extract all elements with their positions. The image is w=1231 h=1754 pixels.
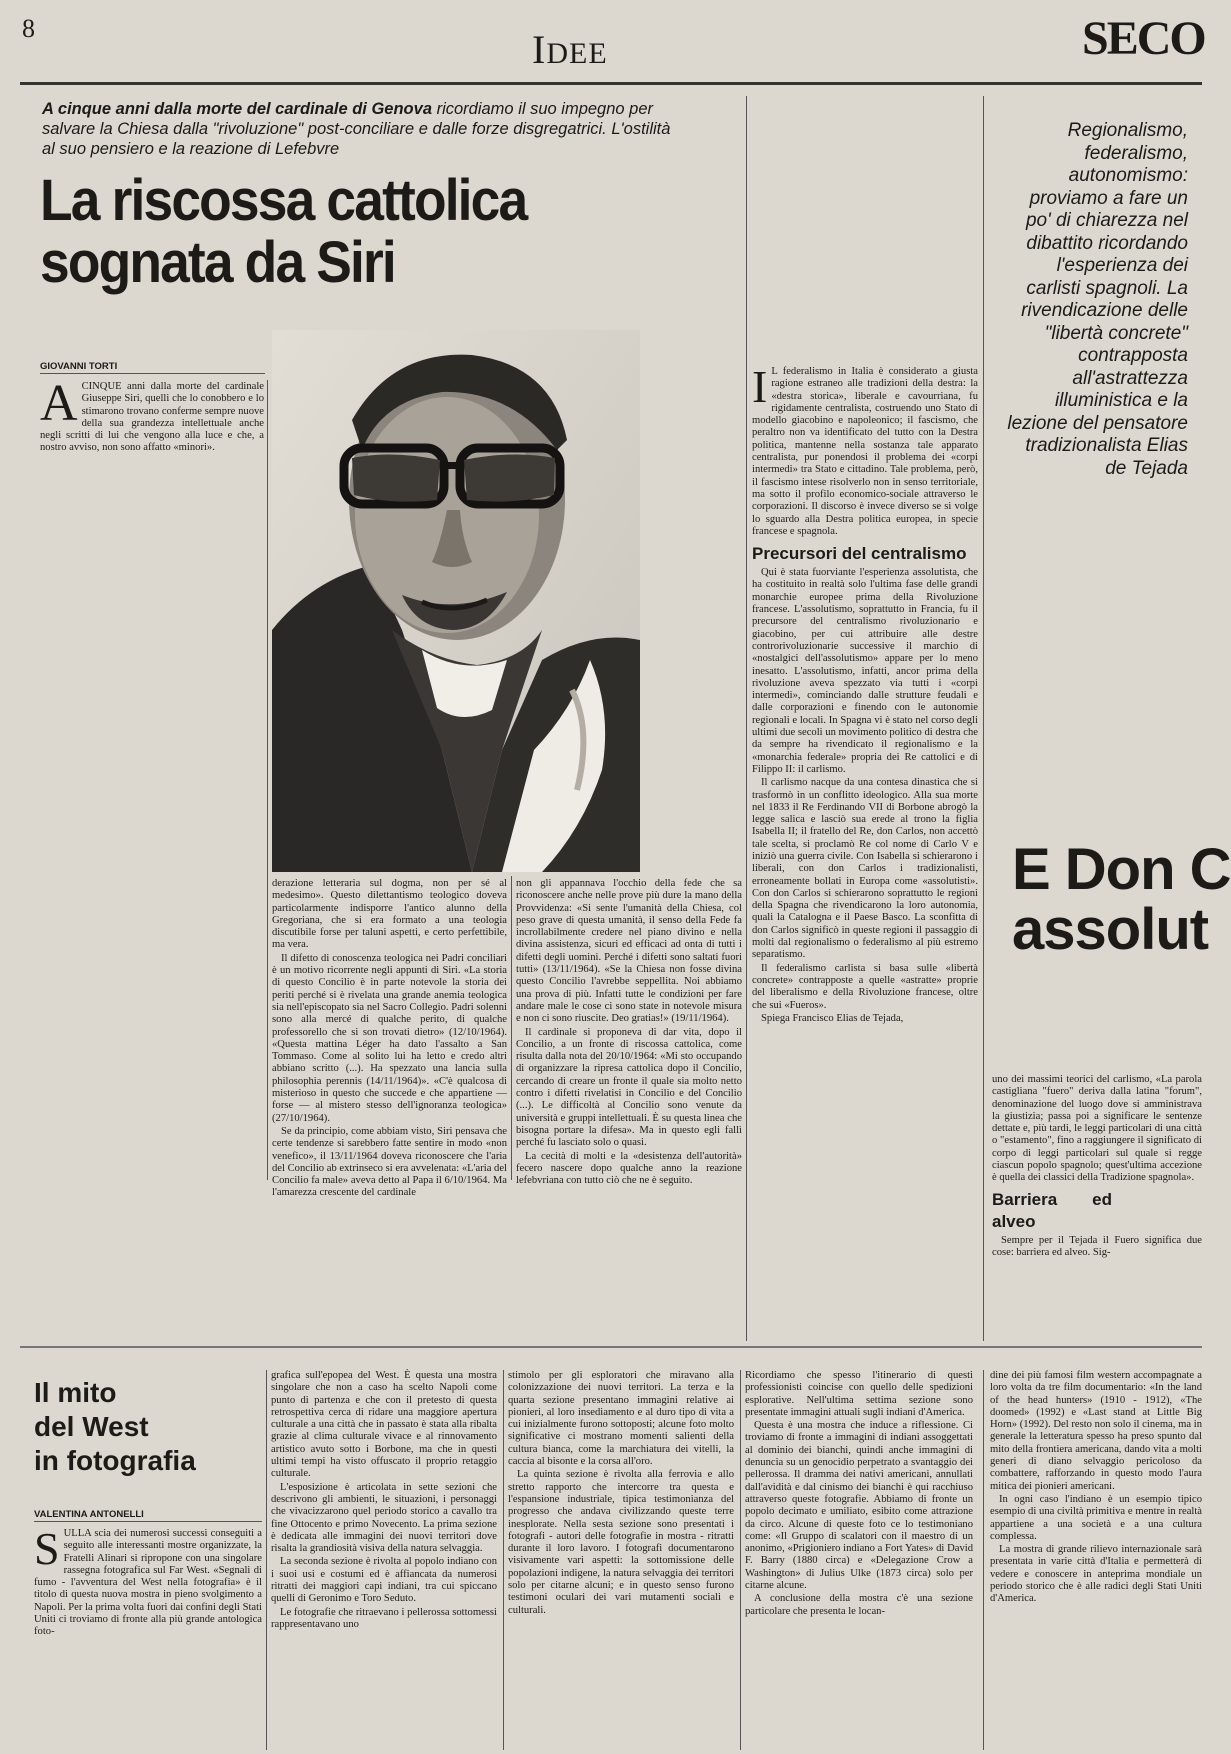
headline-3-line-1: Il mito	[34, 1377, 117, 1408]
section-divider	[20, 1346, 1202, 1348]
paragraph: dine dei più famosi film western accompagnate a loro volta da tre film documentario: «In the land of the head hunters» (1910 - 1912), «The doomed» (1992) e «Last stand at Little Big Horn» (1992). Del resto non solo il cinema, ma in generale la letteratura spesso ha preso spunto dal mito della frontiera americana, dando vita a molti generi di diano selvaggio pericoloso da combattere, rafforzando in questo modo l'aura mitica dei pionieri americani.	[990, 1370, 1202, 1492]
article2-column-1	[752, 361, 978, 1341]
article1-column-3	[516, 878, 742, 1333]
headline-3	[34, 1376, 264, 1478]
paragraph: Se da principio, come abbiam visto, Siri pensava che certe tendenze si sarebbero fatte sentire in modo «non venefico», il 13/11/1964 doveva riconoscere che l'aria del Concilio ab extrinseco si era avvelenata: «L'aria del Concilio fa male» aveva detto al Papa il 6/10/1964. Ma l'amarezza crescente del cardinale	[272, 1125, 507, 1199]
headline-2-line-2: assolut	[1012, 897, 1209, 962]
byline-rule	[34, 1521, 262, 1522]
section-title	[532, 26, 608, 73]
paragraph: Sempre per il Tejada il Fuero significa due cose: barriera ed alveo. Sig-	[992, 1234, 1202, 1258]
paragraph: Le fotografie che ritraevano i pellerossa sottomessi rappresentavano uno	[271, 1606, 497, 1630]
cardinal-portrait-drawing	[272, 330, 640, 872]
paragraph: Qui è stata fuorviante l'esperienza assolutista, che ha costituito in realtà solo l'ultima fase delle grandi monarchie europee prima della Rivoluzione francese. L'assolutismo, soprattutto in Francia, fu il precursore del centralismo rivoluzionario e giacobino, per cui attribuire alle destre controrivoluzionarie successive il marchio di «nostalgici dell'assolutismo» appare per lo meno inesatto. L'assolutismo, infatti, ancor prima della rivoluzione aveva spezzato via tutti i «corpi intermedi», cominciando dalle strutture feudali e dalle corporazioni e finendo con le autonomie regionali e locali. In Spagna vi è stato nel corso degli ultimi due secoli un movimento politico di destra che da sempre ha rivendicato il regionalismo e la «monarchia federale» propria dei Re cattolici e di Filippo II: il carlismo.	[752, 567, 978, 775]
article3-column-2	[271, 1370, 497, 1750]
paragraph: Il federalismo carlista si basa sulle «libertà concrete» contrapposte a quelle «astratte» proprie del liberalismo e della Rivoluzione francese, oltre che sui «Fueros».	[752, 962, 978, 1011]
kicker-rest: ricordiamo il suo impegno per salvare la Chiesa dalla "rivoluzione" post-conciliare e dalle forze disgregatrici. L'ostilità al suo pensiero e la reazione di Lefebvre	[42, 100, 671, 158]
article3-column-3	[508, 1370, 734, 1750]
headline	[40, 170, 629, 294]
headline-line-1: La riscossa cattolica	[40, 168, 527, 233]
dropcap: S	[34, 1523, 60, 1574]
paragraph: ULLA scia dei numerosi successi conseguiti a seguito alle interessanti mostre organizzate, la Fratelli Alinari si ripropone con una singolare rassegna fotografica sul Far West. «Segnali di fumo - l'avventura del West nella fotografia» è il titolo di questa nuova mostra in pieno svolgimento a Napoli. Per la prima volta fuori dai confini degli Stati Uniti ci troviamo di fronte alla più grande antologica foto-	[34, 1528, 262, 1638]
paragraph: L federalismo in Italia è considerato a giusta ragione estraneo alle tradizioni della destra: la «destra storica», liberale e cavourriana, fu rigidamente centralista, costruendo uno Stato di modello giacobino e napoleonico; il fascismo, che peraltro non va identificato del tutto con la Destra politica, mantenne nella sostanza tale apparato centralista, pur ponendosi il problema dei «corpi intermedi» tra Stato e cittadino. Tale problema, però, il fascismo intese risolverlo non in senso territoriale, ma sotto il profilo economico-sociale attraverso le corporazioni. Il discorso è invece diverso se si volge lo sguardo alla Destra politica europea, in specie francese e spagnola.	[752, 366, 978, 537]
byline-3: VALENTINA ANTONELLI	[34, 1509, 144, 1520]
paragraph: non gli appannava l'occhio della fede che sa riconoscere anche nelle prove più dure la mano della Provvidenza: «Si sente l'umanità della Chiesa, col peso grave di questa umanità, il senso della Fede fa incrollabilmente credere nel piano divino e nella divina assistenza, sicuri ed efficaci ad onta di tutti i difetti degli uomini. Perché i difetti sono saltati fuori tutti» (13/11/1964). «Se la Chiesa non fosse divina questo Concilio l'avrebbe seppellita. Noi abbiamo una prova di più. Infatti tutte le condizioni per fare andare male le cose ci sono state in notevole misura e non ci sono riuscite. Deo gratias!» (19/11/1964).	[516, 878, 742, 1025]
column-rule	[503, 1370, 504, 1750]
dropcap: I	[752, 361, 768, 412]
byline: GIOVANNI TORTI	[40, 361, 118, 372]
paragraph: stimolo per gli esploratori che miravano alla colonizzazione dei nuovi territori. La terza e la quarta sezione presentano immagini relative ai pionieri, al loro insediamento e al duro tipo di vita a cui inizialmente furono sottoposti; alcune foto molto significative ci mostrano momenti salienti della cultura bianca, come la marchiatura dei vitelli, la caccia al bisonte e la corsa all'oro.	[508, 1370, 734, 1468]
article2-column-2	[992, 1074, 1202, 1342]
article1-column-2	[272, 878, 507, 1333]
column-rule	[983, 96, 984, 1341]
paragraph: Il difetto di conoscenza teologica nei Padri conciliari è un motivo ricorrente negli appunti di Siri. «La storia di questo Concilio è in parte notevole la storia dei periti perché si è rivelata una grande anemia teologica sia nell'episcopato sia nel Sacro Collegio. Padri solenni sono alla mercé di qualche perito, di qualche professorello che si son trovati dietro» (12/10/1964). «Questa mattina Léger ha dato l'assalto a San Tommaso. Come al solito lui ha letto e credo altri abbiano scritto (...). Ha spezzato una lancia sulla philosophia perennis (14/11/1964)». «C'è qualcosa di misterioso in questo che succede e che appartiene — forse — al mistero stesso dell'ignoranza teologica» (27/10/1964).	[272, 952, 507, 1124]
paragraph: L'esposizione è articolata in sette sezioni che descrivono gli ambienti, le situazioni, i personaggi che vivacizzarono quel periodo storico a cavallo tra fine Ottocento e primo Novecento. La prima sezione è dedicata alle immagini dei nuovi territori dove risalta la grandiosità visiva della natura selvaggia.	[271, 1481, 497, 1555]
section-rest: DEE	[546, 37, 608, 70]
kicker	[42, 99, 682, 159]
paragraph: CINQUE anni dalla morte del cardinale Giuseppe Siri, quelli che lo conobbero e lo stimarono trovano conferme sempre nuove della sua grandezza intellettuale anche negli scritti di lui che vengono alla luce e che, a nostro avviso, non sono affatto «minori».	[40, 381, 264, 454]
headline-3-line-2: del West	[34, 1411, 149, 1442]
article3-column-5	[990, 1370, 1202, 1750]
paragraph: Il cardinale si proponeva di dar vita, dopo il Concilio, a un fronte di riscossa cattolica, come risulta dalla nota del 20/10/1964: «Mi sto occupando di organizzare la ripresa cattolica dopo il Concilio, cercando di creare un fronte il quale sia molto netto contro i difetti rivelatisi in Concilio e del Concilio (...). Le difficoltà al Concilio sono venute da università e gruppi intellettuali. È su questa linea che bisogna portare la difesa». Ma in questo egli fallì perché fu lasciato solo o quasi.	[516, 1026, 742, 1149]
masthead-rule	[20, 82, 1202, 85]
brand-logo: SECO	[1082, 12, 1205, 65]
column-rule	[983, 1370, 984, 1750]
dropcap: A	[40, 375, 78, 432]
section-initial: I	[532, 27, 547, 72]
subhead-precursori: Precursori del centralismo	[752, 544, 967, 564]
kicker-bold: A cinque anni dalla morte del cardinale di Genova	[42, 100, 432, 118]
paragraph: Ricordiamo che spesso l'itinerario di questi professionisti coincise con quello delle spedizioni esplorative. Nell'ultima settima sezione sono presentate immagini attuali sugli indiani d'America.	[745, 1370, 973, 1418]
paragraph: In ogni caso l'indiano è un esempio tipico esempio di una civiltà primitiva e mentre in realtà appartiene a una società e a una cultura complessa.	[990, 1493, 1202, 1542]
paragraph: uno dei massimi teorici del carlismo, «La parola castigliana "fuero" deriva dalla latina "forum", denominazione del luogo dove si amministrava la giustizia; passa poi a significare le sentenze dettate e, più tardi, le leggi particolari di una città o "estamento", fino a raggiungere il significato di corpo di leggi particolari sul quale si regge ciascun popolo spagnolo; quest'ultima accezione è quella dei classici della Tradizione spagnola».	[992, 1074, 1202, 1184]
page-number: 8	[22, 14, 35, 43]
paragraph: La cecità di molti e la «desistenza dell'autorità» fecero nascere dopo qualche anno la reazione lefebvriana con tutto ciò che ne è seguito.	[516, 1150, 742, 1187]
sidebar-quote: Regionalismo, federalismo, autonomismo: proviamo a fare un po' di chiarezza nel dibattito ricordando l'esperienza dei carlisti spagnoli. La rivendicazione delle "libertà concrete" contrapposta all'astrattezza illuministica e la lezione del pensatore tradizionalista Elias de Tejada	[1007, 120, 1188, 479]
subhead-barriera: Barriera ed alveo	[992, 1189, 1112, 1231]
article-divider	[746, 96, 747, 1341]
paragraph: La mostra di grande rilievo internazionale sarà presentata in varie città d'Italia e permetterà di vedere e conoscere in anteprima mondiale un periodo storico che è alle radici degli Stati Uniti d'America.	[990, 1544, 1202, 1605]
paragraph: Il carlismo nacque da una contesa dinastica che si trasformò in un conflitto ideologico. Alla sua morte nel 1833 il Re Ferdinando VII di Borbone abrogò la legge salica e lasciò sua erede al trono la figlia Isabella II; il fratello del Re, don Carlos, non accettò tale scelta, si proclamò Re col nome di Carlo V e iniziò una guerra civile. Con Isabella si schierarono i liberali, con don Carlos i tradizionalisti, erroneamente bollati in Europa come «assolutisti». Con don Carlos si schierarono soprattutto le regioni della Spagna che rivendicarono la loro autonomia, quali la Catalogna e il Paese Basco. La sconfitta di don Carlos significò in queste regioni il passaggio di molti dal regionalismo o federalismo al più estremo separatismo.	[752, 777, 978, 961]
headline-2	[1012, 837, 1231, 1000]
paragraph: La quinta sezione è rivolta alla ferrovia e allo stretto rapporto che intercorre tra questa e l'espansione industriale, tipica testimonianza del progresso che andava civilizzando queste terre inesplorate. Nella sesta sezione sono presentati i fotografi - autori delle fotografie in mostra - ritratti durante il loro lavoro. I fotografi documentarono visivamente vari aspetti: la sottomissione delle popolazioni indigene, la natura selvaggia dei territori solo per citarne alcuni; e in questo senso furono testimoni oculari dei vari mutamenti sociali e culturali.	[508, 1469, 734, 1616]
paragraph: Spiega Francisco Elias de Tejada,	[761, 1012, 904, 1024]
article1-column-1	[40, 375, 264, 1334]
paragraph: grafica sull'epopea del West. È questa una mostra singolare che non a caso ha scelto Napoli come punto di partenza e che con il pretesto di questa retrospettiva cerca di ridare una maggiore apertura culturale a una città che in passato è stata alla ribalta grazie al clima culturale vivace e al rinnovamento artistico avuto sotto i Borbone, ma che in questi ultimi tempi ha visto offuscato il proprio retaggio culturale.	[271, 1370, 497, 1480]
column-rule	[267, 380, 268, 1180]
cardinal-portrait-photo	[272, 330, 640, 872]
paragraph: Questa è una mostra che induce a riflessione. Ci troviamo di fronte a immagini di indiani assoggettati al dominio dei bianchi, quindi anche immagini di denuncia su un genocidio perpetrato a svantaggio dei pellerossa. Il dramma dei nativi americani, annullati dall'avidità e dal cinismo dei bianchi è qui racchiuso attraverso queste fotografie. Abbiamo di fronte un popolo decimato e umiliato, esibito come attrazione da circo. Alcune di queste foto ce lo testimoniano come: «Il Gruppo di scalatori con il maestro di un anonimo, «Prigioniero indiano a Fort Yates» di David F. Barry (1880 circa) e «Delegazione Crow a Washington» di Julius Ulke (1873 circa) solo per citarne alcune.	[745, 1420, 973, 1592]
article3-column-4	[745, 1370, 973, 1750]
byline-rule	[40, 373, 265, 374]
column-rule	[740, 1370, 741, 1750]
headline-line-2: sognata da Siri	[40, 230, 395, 295]
headline-2-line-1: E Don C	[1012, 837, 1231, 902]
paragraph: A conclusione della mostra c'è una sezione particolare che presenta le locan-	[745, 1593, 973, 1617]
paragraph: La seconda sezione è rivolta al popolo indiano con i suoi usi e costumi ed è affiancata da numerosi ritratti dei maggiori capi indiani, tra cui spiccano quelli di Geronimo e Toro Seduto.	[271, 1556, 497, 1605]
paragraph: derazione letteraria sul dogma, non per sé al medesimo». Questo dilettantismo teologico doveva particolarmente indisporre l'antico alunno della Gregoriana, che si era formato a una teologia discutibile forse per taluni aspetti, e certo perfettibile, ma vera.	[272, 878, 507, 951]
article3-column-1	[34, 1523, 262, 1748]
column-rule	[266, 1370, 267, 1750]
headline-3-line-3: in fotografia	[34, 1445, 196, 1476]
column-rule	[511, 876, 512, 1180]
